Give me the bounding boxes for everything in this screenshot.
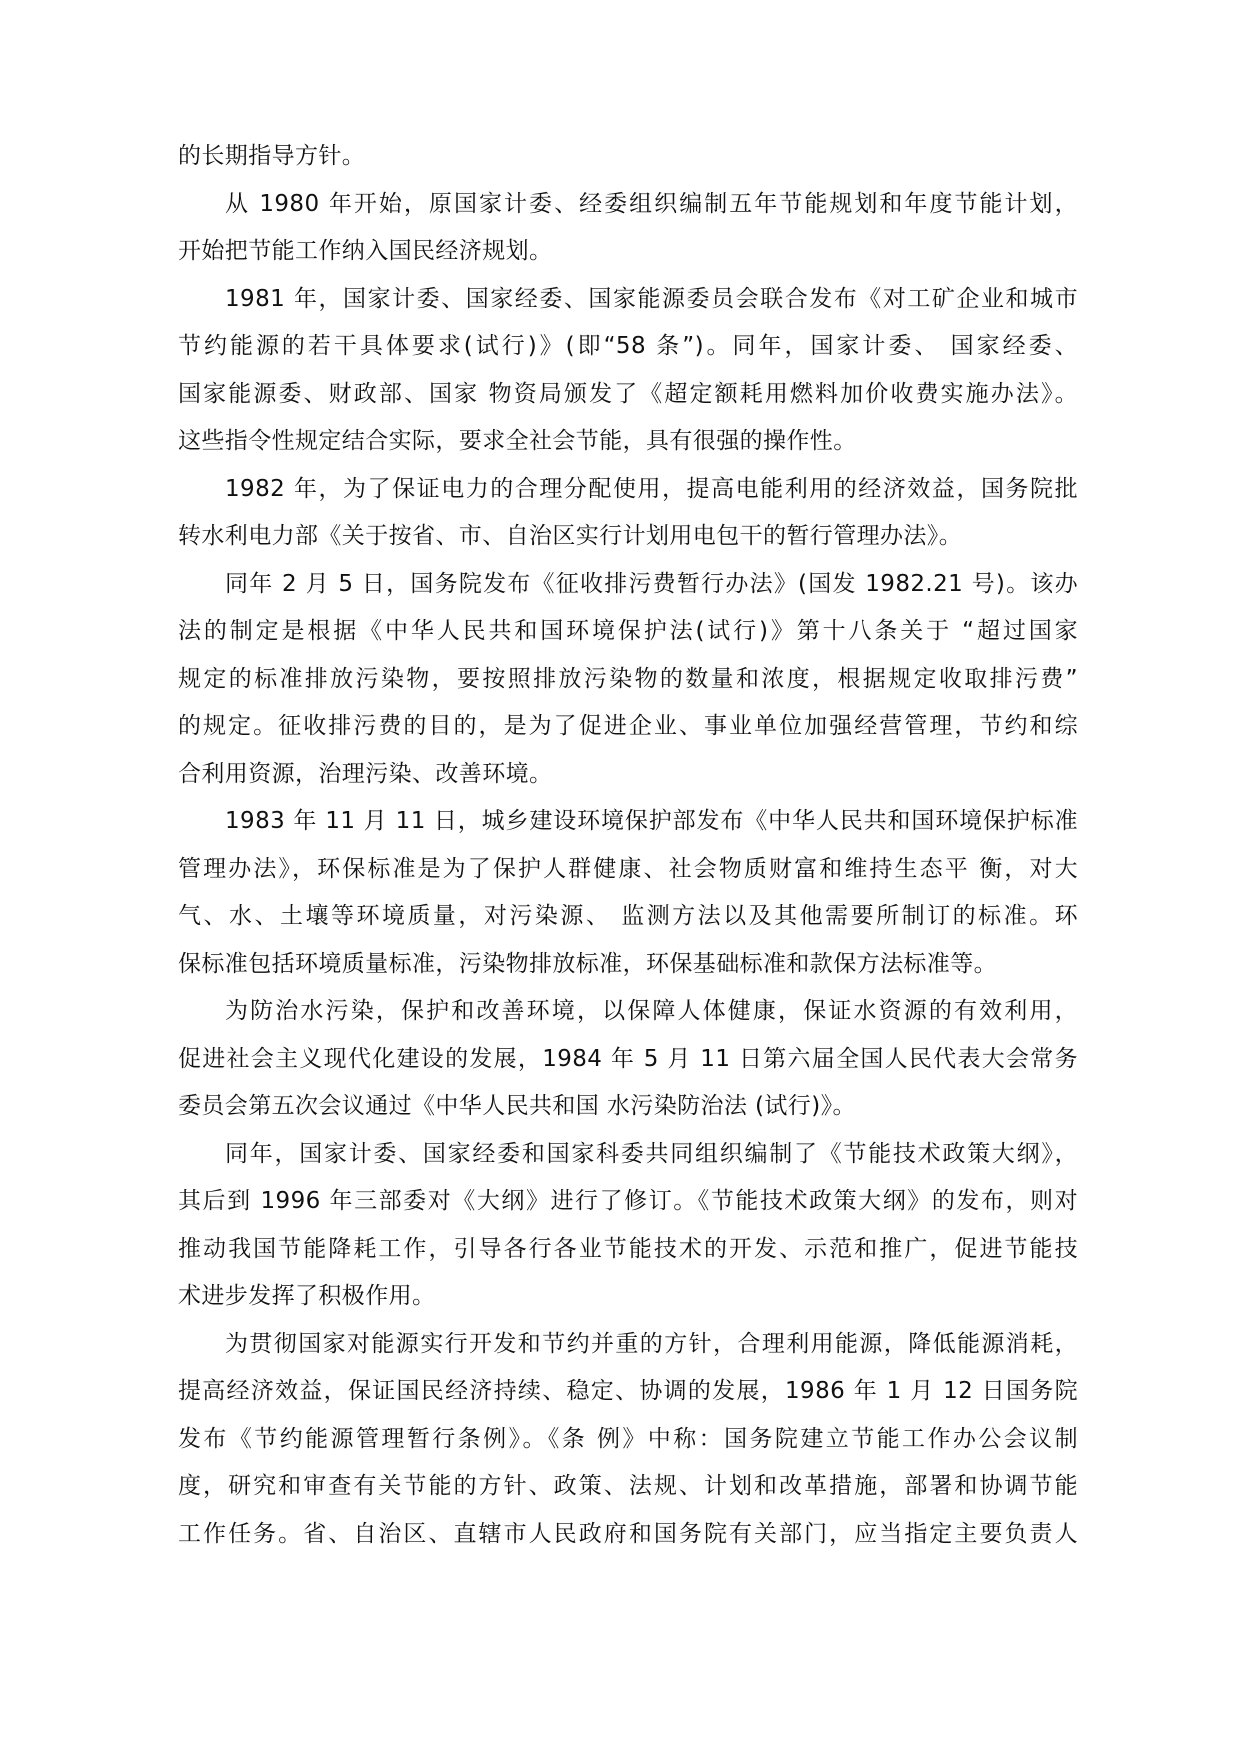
text-line: 其后到 1996 年三部委对《大纲》进行了修订。《节能技术政策大纲》的发布，则对 — [178, 1188, 1078, 1214]
text-line: 工作任务。省、自治区、直辖市人民政府和国务院有关部门，应当指定主要负责人 — [178, 1520, 1078, 1547]
text-line: 的长期指导方针。 — [178, 143, 366, 169]
text-line: 同年 2 月 5 日，国务院发布《征收排污费暂行办法》(国发 1982.21 号)。该办 — [225, 570, 1078, 597]
text-line: 为防治水污染，保护和改善环境，以保障人体健康，保证水资源的有效利用， — [225, 998, 1078, 1024]
text-line: 的规定。征收排污费的目的，是为了促进企业、事业单位加强经营管理，节约和综 — [178, 713, 1078, 739]
text-line: 发布《节约能源管理暂行条例》。《条 例》中称：国务院建立节能工作办公会议制 — [178, 1425, 1078, 1452]
text-line: 法的制定是根据《中华人民共和国环境保护法(试行)》第十八条关于 “超过国家 — [178, 618, 1078, 644]
text-line: 提高经济效益，保证国民经济持续、稳定、协调的发展，1986 年 1 月 12 日国务院 — [178, 1378, 1078, 1404]
text-line: 同年，国家计委、国家经委和国家科委共同组织编制了《节能技术政策大纲》， — [225, 1140, 1078, 1167]
text-line: 气、水、土壤等环境质量，对污染源、 监测方法以及其他需要所制订的标准。环 — [178, 903, 1078, 929]
text-line: 促进社会主义现代化建设的发展，1984 年 5 月 11 日第六届全国人民代表大会常务 — [178, 1045, 1078, 1072]
text-line: 为贯彻国家对能源实行开发和节约并重的方针，合理利用能源，降低能源消耗， — [225, 1330, 1078, 1357]
text-line: 度，研究和审查有关节能的方针、政策、法规、计划和改革措施，部署和协调节能 — [178, 1473, 1078, 1499]
text-line: 转水利电力部《关于按省、市、自治区实行计划用电包干的暂行管理办法》。 — [178, 523, 963, 549]
text-line: 1981 年，国家计委、国家经委、国家能源委员会联合发布《对工矿企业和城市 — [225, 285, 1078, 312]
text-line: 从 1980 年开始，原国家计委、经委组织编制五年节能规划和年度节能计划， — [225, 190, 1078, 217]
text-line: 1982 年，为了保证电力的合理分配使用，提高电能利用的经济效益，国务院批 — [225, 475, 1078, 502]
text-line: 管理办法》，环保标准是为了保护人群健康、社会物质财富和维持生态平 衡，对大 — [178, 855, 1078, 882]
text-line: 规定的标准排放污染物，要按照排放污染物的数量和浓度，根据规定收取排污费” — [178, 665, 1078, 692]
text-line: 术进步发挥了积极作用。 — [178, 1283, 436, 1309]
text-line: 委员会第五次会议通过《中华人民共和国 水污染防治法 (试行)》。 — [178, 1093, 856, 1119]
text-line: 1983 年 11 月 11 日，城乡建设环境保护部发布《中华人民共和国环境保护标准 — [225, 808, 1078, 834]
text-line: 国家能源委、财政部、国家 物资局颁发了《超定额耗用燃料加价收费实施办法》。 — [178, 380, 1078, 407]
text-line: 合利用资源，治理污染、改善环境。 — [178, 760, 553, 787]
text-line: 开始把节能工作纳入国民经济规划。 — [178, 238, 553, 264]
text-line: 保标准包括环境质量标准，污染物排放标准，环保基础标准和款保方法标准等。 — [178, 950, 997, 977]
document-page — [178, 133, 1078, 1558]
text-line: 节约能源的若干具体要求(试行)》(即“58 条”)。同年，国家计委、 国家经委、 — [178, 333, 1078, 359]
text-line: 推动我国节能降耗工作，引导各行各业节能技术的开发、示范和推广，促进节能技 — [178, 1235, 1078, 1262]
text-line: 这些指令性规定结合实际，要求全社会节能，具有很强的操作性。 — [178, 428, 857, 454]
